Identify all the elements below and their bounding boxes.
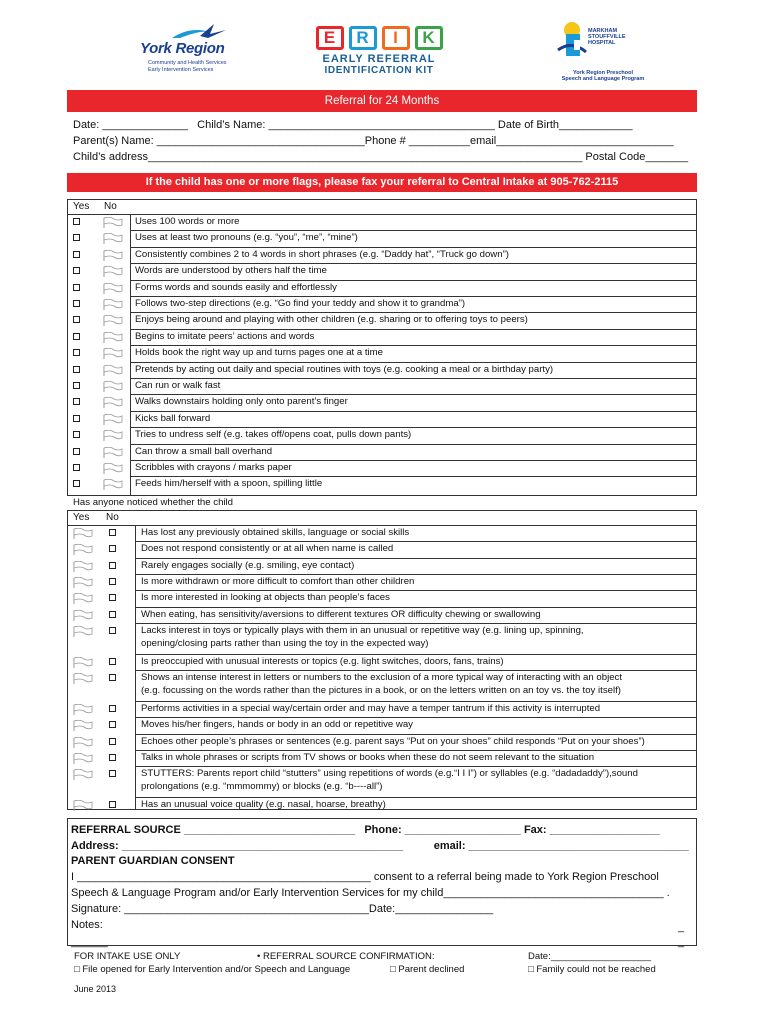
no-checkbox[interactable] [109, 674, 116, 681]
milestone-item: Forms words and sounds easily and effortlessly [135, 281, 337, 293]
yes-checkbox[interactable] [73, 316, 80, 323]
row-divider [135, 797, 697, 798]
row-divider [135, 607, 697, 608]
date-name-dob-line[interactable]: Date: ______________ Child’s Name: _____________________________________ Date of Birth____________ [73, 119, 633, 131]
no-checkbox[interactable] [109, 705, 116, 712]
row-divider [130, 329, 697, 330]
no-column-header: No [106, 512, 119, 523]
row-divider [135, 558, 697, 559]
flag-icon [102, 462, 124, 474]
header-divider [67, 214, 697, 215]
milestone-item: Holds book the right way up and turns pages one at a time [135, 347, 383, 359]
yes-checkbox[interactable] [73, 464, 80, 471]
milestone-item: Can run or walk fast [135, 380, 221, 391]
flag-icon [72, 752, 94, 764]
no-checkbox[interactable] [109, 594, 116, 601]
row-divider [130, 263, 697, 264]
flag-icon [102, 364, 124, 376]
flag-icon [72, 736, 94, 748]
row-divider [130, 280, 697, 281]
yes-checkbox[interactable] [73, 431, 80, 438]
milestone-item: Words are understood by others half the time [135, 265, 327, 277]
yes-checkbox[interactable] [73, 366, 80, 373]
notes-underscore: _ [678, 921, 685, 933]
preschool-program: York Region Preschool Speech and Language Program [561, 70, 645, 82]
no-checkbox[interactable] [109, 627, 116, 634]
source-confirmation: • REFERRAL SOURCE CONFIRMATION: [257, 951, 435, 962]
row-divider [135, 590, 697, 591]
milestone-item: Begins to imitate peers’ actions and words [135, 330, 315, 342]
markham-stouffville-logo [530, 20, 650, 80]
row-divider [135, 750, 697, 751]
consent-line-2[interactable]: Speech & Language Program and/or Early Intervention Services for my child____________________________________ . [71, 887, 670, 899]
header-divider [67, 525, 697, 526]
concern-item: Does not respond consistently or at all when name is called [141, 543, 394, 555]
yes-checkbox[interactable] [73, 300, 80, 307]
flag-icon [102, 429, 124, 441]
notes-tail: ______ [71, 936, 108, 948]
flag-icon [102, 265, 124, 277]
erik-letter: R [349, 26, 377, 50]
concern-item: Is preoccupied with unusual interests or topics (e.g. light switches, doors, fans, trains) [141, 655, 504, 667]
concern-item: Talks in whole phrases or scripts from TV shows or books when these do not seem relevant to the situation [141, 752, 595, 763]
erik-line2: IDENTIFICATION KIT [324, 65, 434, 76]
flag-icon [102, 478, 124, 490]
row-divider [130, 427, 697, 428]
erik-letter: K [415, 26, 443, 50]
no-checkbox[interactable] [109, 754, 116, 761]
flag-icon [72, 592, 94, 604]
no-checkbox[interactable] [109, 562, 116, 569]
york-region-sub: Community and Health Services Early Intervention Services [148, 60, 227, 73]
footer-date: June 2013 [74, 984, 117, 994]
flag-icon [72, 543, 94, 555]
flag-icon [102, 249, 124, 261]
no-checkbox[interactable] [109, 658, 116, 665]
row-divider [130, 411, 697, 412]
flag-icon [102, 331, 124, 343]
yes-checkbox[interactable] [73, 284, 80, 291]
yes-checkbox[interactable] [73, 218, 80, 225]
flag-icon [72, 672, 94, 684]
referral-source-box [67, 818, 697, 946]
flag-icon [72, 703, 94, 715]
milestone-item: Pretends by acting out daily and special routines with toys (e.g. cooking a meal or a birthday party) [135, 363, 554, 375]
york-region-name: York Region [140, 40, 225, 57]
concern-item: STUTTERS: Parents report child “stutters” using repetitions of words (e.g.“I I I”) or syllables (e.g. “dadadaddy”),sound [141, 768, 638, 780]
flag-icon [72, 527, 94, 539]
flag-icon [72, 576, 94, 588]
hospital-name: MARKHAM STOUFFVILLE HOSPITAL [588, 28, 626, 46]
address-postal-line[interactable]: Child’s address_______________________________________________________________________ Postal Code_______ [73, 151, 689, 163]
yes-checkbox[interactable] [73, 448, 80, 455]
header [0, 18, 770, 84]
intake-date[interactable]: Date:___________________ [528, 951, 652, 962]
no-checkbox[interactable] [109, 721, 116, 728]
family-not-reached-option[interactable]: □ Family could not be reached [528, 964, 656, 975]
flag-icon [72, 656, 94, 668]
milestone-item: Kicks ball forward [135, 412, 211, 424]
concern-item: (e.g. focussing on the words rather than the pictures in a book, or on the letters written on an toy vs. the toy itself) [141, 685, 621, 697]
concern-item: Lacks interest in toys or typically plays with them in an unusual or repetitive way (e.g. lining up, spinning, [141, 624, 584, 636]
address-email-line[interactable]: Address: ______________________________________________ email: ____________________________________ [71, 840, 689, 852]
intake-label: FOR INTAKE USE ONLY [74, 951, 181, 962]
flag-instruction-banner: If the child has one or more flags, please fax your referral to Central Intake at 905-762-2115 [67, 173, 697, 192]
concern-item: Has lost any previously obtained skills, language or social skills [141, 527, 410, 538]
column-divider [130, 214, 131, 496]
milestone-item: Uses 100 words or more [135, 216, 240, 227]
referral-source-line[interactable]: REFERRAL SOURCE ____________________________ Phone: ___________________ Fax: __________________ [71, 824, 660, 836]
milestone-item: Feeds him/herself with a spoon, spilling little [135, 478, 323, 490]
no-checkbox[interactable] [109, 738, 116, 745]
concern-item: Is more interested in looking at objects than people’s faces [141, 592, 390, 604]
concern-item: Is more withdrawn or more difficult to comfort than other children [141, 575, 415, 587]
page-title: Referral for 24 Months [67, 90, 697, 112]
row-divider [135, 654, 697, 655]
concern-item: Performs activities in a special way/certain order and may have a temper tantrum if this activity is interrupted [141, 703, 601, 715]
yes-checkbox[interactable] [73, 382, 80, 389]
no-column-header: No [104, 201, 117, 212]
flag-icon [72, 799, 94, 811]
row-divider [130, 312, 697, 313]
flag-icon [72, 719, 94, 731]
milestone-item: Walks downstairs holding only onto parent’s finger [135, 396, 348, 408]
flag-icon [72, 768, 94, 780]
row-divider [130, 345, 697, 346]
milestone-item: Consistently combines 2 to 4 words in short phrases (e.g. “Daddy hat”, “Truck go down”) [135, 248, 509, 260]
row-divider [130, 444, 697, 445]
no-checkbox[interactable] [109, 801, 116, 808]
section2-intro: Has anyone noticed whether the child [73, 497, 233, 508]
row-divider [130, 362, 697, 363]
flag-icon [102, 314, 124, 326]
consent-title: PARENT GUARDIAN CONSENT [71, 855, 235, 867]
parent-phone-email-line[interactable]: Parent(s) Name: __________________________________Phone # __________email_____________________________ [73, 135, 674, 147]
parent-declined-option[interactable]: □ Parent declined [390, 964, 465, 975]
row-divider [135, 541, 697, 542]
yes-checkbox[interactable] [73, 480, 80, 487]
yes-column-header: Yes [73, 201, 90, 212]
milestone-item: Follows two-step directions (e.g. “Go find your teddy and show it to grandma”) [135, 298, 466, 309]
yes-column-header: Yes [73, 512, 90, 523]
flag-icon [72, 609, 94, 621]
milestone-item: Tries to undress self (e.g. takes off/opens coat, pulls down pants) [135, 429, 412, 441]
yes-checkbox[interactable] [73, 415, 80, 422]
row-divider [130, 460, 697, 461]
concern-item: opening/closing parts rather than using the toy in the expected way) [141, 637, 429, 649]
no-checkbox[interactable] [109, 529, 116, 536]
concern-item: prolongations (e.g. “mmmommy) or blocks (e.g. “b----all”) [141, 781, 383, 793]
consent-line-1[interactable]: I ________________________________________________ consent to a referral being made to York Region Preschool [71, 871, 659, 883]
yes-checkbox[interactable] [73, 349, 80, 356]
flag-icon [102, 216, 124, 228]
yes-checkbox[interactable] [73, 234, 80, 241]
row-divider [135, 734, 697, 735]
concern-item: Rarely engages socially (e.g. smiling, eye contact) [141, 559, 355, 571]
row-divider [130, 476, 697, 477]
flag-icon [102, 413, 124, 425]
flag-icon [102, 347, 124, 359]
milestone-item: Can throw a small ball overhand [135, 445, 273, 457]
concern-item: When eating, has sensitivity/aversions to different textures OR difficulty chewing or swallowing [141, 608, 541, 620]
no-checkbox[interactable] [109, 611, 116, 618]
row-divider [135, 670, 697, 671]
file-opened-option[interactable]: □ File opened for Early Intervention and/or Speech and Language [74, 964, 351, 975]
concern-item: Moves his/her fingers, hands or body in an odd or repetitive way [141, 719, 413, 731]
flag-icon [102, 446, 124, 458]
concern-item: Has an unusual voice quality (e.g. nasal, hoarse, breathy) [141, 799, 386, 811]
yes-checkbox[interactable] [73, 251, 80, 258]
concern-item: Shows an intense interest in letters or numbers to the exclusion of a more typical way of interacting with an object [141, 672, 622, 684]
flag-icon [72, 560, 94, 572]
erik-letter: I [382, 26, 410, 50]
row-divider [135, 701, 697, 702]
flag-icon [102, 380, 124, 392]
row-divider [130, 378, 697, 379]
row-divider [130, 230, 697, 231]
row-divider [130, 296, 697, 297]
milestone-item: Enjoys being around and playing with other children (e.g. sharing or to offering toys to peers) [135, 314, 528, 326]
erik-logo [314, 26, 444, 76]
notes-label[interactable]: Notes: [71, 919, 103, 931]
erik-line1: EARLY REFERRAL [322, 53, 436, 65]
signature-line[interactable]: Signature: ________________________________________Date:________________ [71, 903, 494, 915]
concern-item: Echoes other people’s phrases or sentences (e.g. parent says “Put on your shoes” child responds “Put on your shoes”) [141, 735, 645, 747]
no-checkbox[interactable] [109, 578, 116, 585]
notes-underscore: _ [678, 936, 685, 948]
row-divider [130, 394, 697, 395]
row-divider [135, 766, 697, 767]
row-divider [135, 574, 697, 575]
row-divider [130, 247, 697, 248]
yes-checkbox[interactable] [73, 267, 80, 274]
milestone-item: Uses at least two pronouns (e.g. “you”, “me”, “mine”) [135, 232, 358, 244]
flag-icon [102, 282, 124, 294]
no-checkbox[interactable] [109, 770, 116, 777]
flag-icon [72, 625, 94, 637]
flag-icon [102, 298, 124, 310]
flag-icon [102, 396, 124, 408]
flag-icon [102, 232, 124, 244]
yes-checkbox[interactable] [73, 398, 80, 405]
milestone-item: Scribbles with crayons / marks paper [135, 462, 292, 473]
row-divider [135, 623, 697, 624]
yes-checkbox[interactable] [73, 333, 80, 340]
row-divider [135, 717, 697, 718]
erik-letter: E [316, 26, 344, 50]
no-checkbox[interactable] [109, 545, 116, 552]
